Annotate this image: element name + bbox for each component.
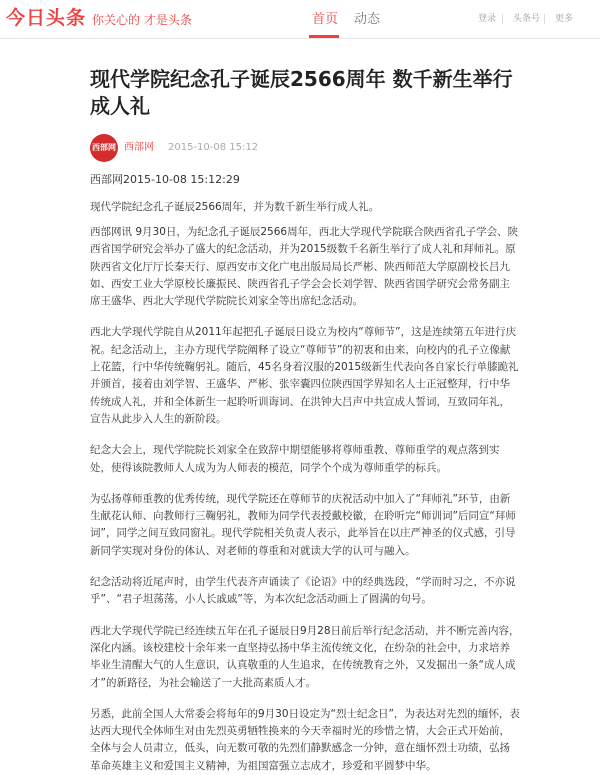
article-paragraph: 西北大学现代学院已经连续五年在孔子诞辰日9月28日前后举行纪念活动，并不断完善内容，深化内涵。该校建校十余年来一直坚持弘扬中华主流传统文化，在纷杂的社会中，力求培养毕业生清醒大气的人生意识，认真敬重的人生追求，在传统教育之外，又发掘出一条“成人成才”的新路径，为社会输送了一大批高素质人才。 [90,624,520,689]
top-navigation-bar [0,0,600,39]
article-dateline: 西部网2015-10-08 15:12:29 [90,173,240,186]
toutiao-account-link[interactable]: 头条号 [513,14,541,24]
divider [544,14,545,24]
article-paragraph: 另悉，此前全国人大常委会将每年的9月30日设定为“烈士纪念日”，为表达对先烈的缅怀，表达西大现代全体师生对由先烈英勇牺牲换来的今天幸福时光的珍惜之情，大会正式开始前，全体与会人员肃立，低头，向无数可敬的先烈们静默感念一分钟，意在缅怀烈士功绩，弘扬革命英雄主义和爱国主义精神，为祖国富强立志成才，珍爱和平圆梦中华。 [90,707,520,772]
article-paragraph: 纪念活动将近尾声时，由学生代表齐声诵读了《论语》中的经典选段，“学而时习之，不亦说乎”、“君子坦荡荡，小人长戚戚”等，为本次纪念活动画上了圆满的句号。 [90,576,516,606]
active-tab-indicator [309,35,339,38]
source-name-link[interactable]: 西部网 [124,142,154,153]
login-link[interactable]: 登录 [478,14,497,24]
divider [502,14,503,24]
article-meta [90,134,520,166]
article-paragraph: 西北大学现代学院自从2011年起把孔子诞辰日设立为校内“尊师节”，这是连续第五年进行庆祝。纪念活动上，主办方现代学院阐释了设立“尊师节”的初衷和由来，向校内的孔子立像献上花篮，行中华传统鞠躬礼。随后，45名身着汉服的2015级新生代表向各自家长行单膝跪礼并颁首，接着由刘学智、王盛华、严彬、张宰囊四位陕西国学界知名人士正冠整拜，行中华传统成人礼，并和全体新生一起聆听训诲词、在洪钟大吕声中共宣成人誓词，互致同年礼，宣告从此步入人生的新阶段。 [90,326,519,425]
article-paragraph: 纪念大会上，现代学院院长刘家全在致辞中期望能够将尊师重教、尊师重学的观点落到实处，使得该院教师人人成为为人师表的模范，同学个个成为尊师重学的标兵。 [90,444,500,474]
article-paragraph: 西部网讯 9月30日，为纪念孔子诞辰2566周年，西北大学现代学院联合陕西省孔子学会、陕西省国学研究会举办了盛大的纪念活动，并为2015级数千名新生举行了成人礼和拜师礼。原陕西省文化厅厅长秦天行、原西安市文化广电出版局局长严彬、陕西师范大学原副校长吕九如、西安工业大学原校长廉振民、陕西省孔子学会会长刘学智、陕西省国学研究会常务副主席王盛华、西北大学现代学院院长刘家全等出席纪念活动。 [90,226,519,308]
article-container [90,66,520,775]
more-link[interactable]: 更多 [555,14,574,24]
nav-dynamic-link[interactable]: 动态 [354,12,381,27]
nav-home-link[interactable]: 首页 [312,12,339,27]
source-avatar[interactable]: 西部网 [90,134,118,162]
toutiao-logo[interactable]: 今日头条 [6,7,87,29]
article-title: 现代学院纪念孔子诞辰2566周年 数千新生举行成人礼 [90,67,513,118]
site-slogan: 你关心的 才是头条 [92,13,192,27]
publish-time: 2015-10-08 15:12 [168,142,259,153]
article-lead: 现代学院纪念孔子诞辰2566周年，并为数千新生举行成人礼。 [90,201,380,213]
article-paragraph: 为弘扬尊师重教的优秀传统，现代学院还在尊师节的庆祝活动中加入了“拜师礼”环节，由新生献花认师、向教师行三鞠躬礼，教师为同学代表授戴校徽，在聆听完“师训词”后同宣“拜师词”，同学之间互致同窗礼。现代学院相关负责人表示，此举旨在以庄严神圣的仪式感，引导新同学实现对身份的体认、对老师的尊重和对就读大学的认可与融入。 [90,492,516,557]
